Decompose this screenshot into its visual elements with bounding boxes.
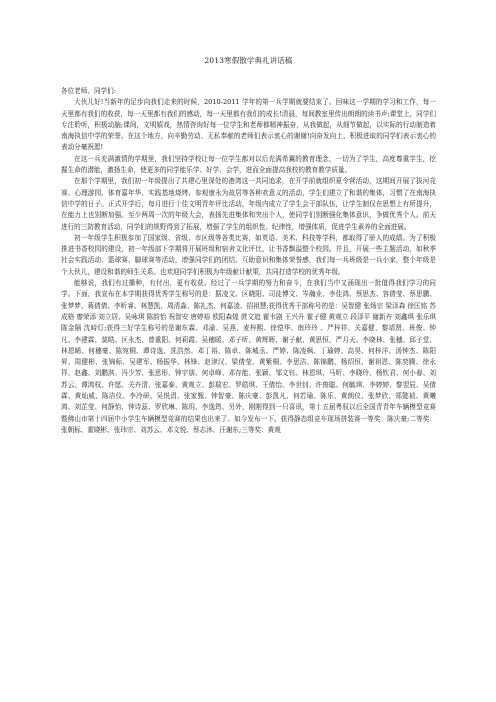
paragraph-2: 在这一兵充满激情的学期里，我们坚持学校让每一位学生都对以后充满希翼的教育理念，一切为了学生，高度尊重学生，挖掘生命的潜能，激扬生命，使更多的同学能乐学、好学、会学，进而全面提高我校的教育教学质量。 bbox=[61, 154, 436, 175]
salutation: 各位老师、同学们: bbox=[61, 87, 116, 95]
paragraph-1: 大伙儿好!当新年的足步向我们走来的时候，2010-2011 学年的第一兵学期就要结束了。回味这一学期的学习和工作，每一天里都有我们的收获，每一天里都有我们的感动，每一天里都有我们的成长!清晨，每间教室里传出朗朗的读书声;课堂上，同学们专注聆听，积极动脑;课间，文明嬉戏，热情咨询好每一位学生和老师都精神振奋，从我做起，从细节做起，以实际的行动制造着南海执信中学的荣誉。在这个地方，向辛勤劳动、无私奉献的老师们表示衷心的谢谢!向奋发向上、积极进取的同学们表示衷心的表动分毫祝愿! bbox=[61, 98, 436, 152]
paragraph-3: 在那个学期里，我们初一年级提出了共建心里深处的港湾这一共同追求，在开学前就组织夏令营活动，这期间开展了拔河竞赛、心理游园、体育嘉年华、实践基地烧烤、参观康永为故居等各种欢意义的活动，学生们建立了和谐的集体，习惯了在南海执信中学的日子。正式开学后，每月进行十佳文明青年评比活动，年级内成立了学生会干部队伍，让学生制仅在思想上有所提升，在能力上也别断加强。至少两周一次的年级大会，表扬先进集体和突出个人，使同学们别断强化集体意识，争做优秀个人。前天进行的三防教育活动，同学们的规野得到了拓展，增强了学生的组织性、纪律性，增强体质，促进学生素养的全面进展。 bbox=[61, 177, 436, 231]
document-title: 2013寒假散学典礼讲话稿 bbox=[204, 56, 293, 65]
paragraph-5: 能够说，我们有过播种，有付出，更有收获。经过了一兵学期的努力和奋斗，在我们当中又涌现出一批值得我们学习的同学。下面，我宣布在本学期获得优秀学生称号的是：据凌文、区晓阳、司徒博文、岑瀚业、李佳鸿、蔡思杰、容倩莹、蔡思鹏、张梦梦、蒋倩倩、李昕睿、林慧凯、周清淼、陈礼杰、何嘉凌、招祖慧;获得优秀干部称号的是：吴智健 张炀宗 梁泽森 徐匡铭 苏成格 廖荣添 刘立居、吴咏琪 陈韵怡 祝智安 唐婷裕 欧阳森煌 蔗文追 霍韦剧 王兴升 霍子健 黄观立 段泽平 谢新卉 刘鑫琪 张乐琪 陈金隔 沈峙灯;获得三好学生称号的是谢东霖、邓渝、吴燕、麦梓熙、徐铠华、南玲玲 、严梓祥、关嘉健、黎靖贤、班俊、钟凡、李建霖、莫晧、区永杰、曾重阳、何莉霞、吴穗暖、邓子昕、黄辉晖、谢子献、黄思恒、严月天、李晓林、张穗、邱子堂、林恩晞、何穗豪、陈宛桐、谭诗逸、冼浩然、邓丁裕、陈卓、陈城丞、严婷、陈凌枫、丁瑜婷、高昊、何梓洋、汤钟杰、陈阳昇、周健彬、张锦标、吴建军、杨振华、林锋、赵津汉、梁倩莹、黄紫桐、李思洁、陈锦鹏、杨绍恒、谢祖恩、陈奕腾、徐永祥、赵鑫、刘鹏淇、冯少芳、张思彤、钟宇朋、何卓峰、邓存能、张颖、邹文钰、林恩琪、马昕、李晓玲、杨钦君、何小春、刘苏云、谭鸿权、许愿、关卉清、张嘉泰、黄观立、彭瑞宏、罗皓琪、王倩怡、李世钊、许俊聪、何毓琪、李婷婷、黎翌辰、吴倩霖、黄灿威、陈洁仪、李冷研、吴悦涓、张家甄、钟智豪、陈庆豪、彭凯凡、何若瑜、陈乐、黄朗仪、张梦欣、郑懿祯、黄曦鸿、刘芷莹、何静怡、钟诗蕊、罗欣琳、陈玥、李逸筠、另外，刚刚得到一只喜讯，第十五届粤驭以后全国青青年车辆模型竞赛暨佛山市第十四届中小学生车辆模型竞赛的结果也出来了。如今发布一下。获得静态组竞车现场拼装赛一等奖：陈庆豪;二等奖：张朝标、霍晓彬、张玮宗、刘苏云、邓文悦、蔡志沐、汪谢东;三等奖：黄观 bbox=[61, 279, 436, 434]
paragraph-4: 初一年级学生积极参加了国家级、省级、市区级等各类比赛，如英语、美术、科技等学科，都取得了骄人的成绩。为了积极推进书香校园的建设，初一年级部下学期将开展班级和宿舍文化评比，让书香飘溢整个校园。并且，开展一些主题活动，如秋季社会实践活动、篮球赛、脚球赛等活动，增强同学们的团结、互助意识和集体荣誉感，我们每一兵班级是一兵小家，整个年级是个大伙儿，建设和谐的师生关系。也欢迎同学们积极为年级献计献策，共同打造学校的优秀年级。 bbox=[61, 233, 436, 276]
